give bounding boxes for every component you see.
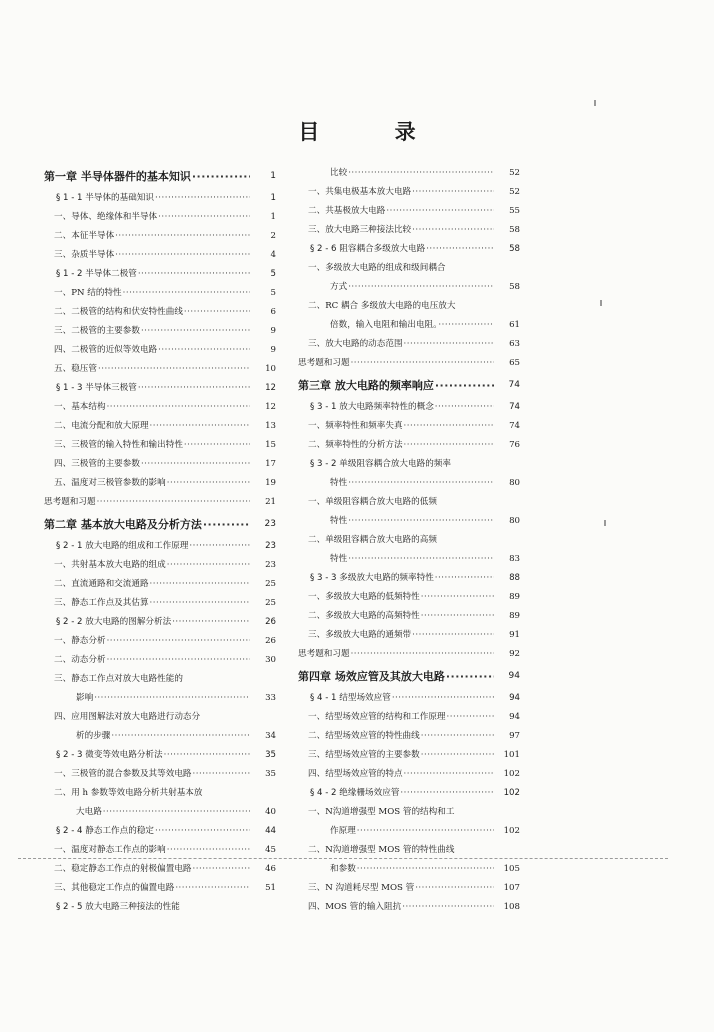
toc-item[interactable] [44, 670, 276, 689]
toc-chapter[interactable] [44, 512, 276, 537]
toc-entry-text: § 2 - 4 静态工作点的稳定 ····· [56, 822, 250, 841]
toc-entry-text: § 1 - 3 半导体三极管 ····· [56, 379, 250, 398]
toc-entry-text: 作原理 ····· [330, 822, 494, 841]
toc-page-number: 25 [252, 575, 276, 594]
toc-entry-text: § 2 - 6 阻容耦合多级放大电路 ····· [310, 240, 494, 259]
toc-cont[interactable] [298, 164, 520, 183]
toc-page-number: 1 [252, 208, 276, 227]
toc-entry-text: 比较 ····· [330, 164, 494, 183]
toc-section[interactable] [44, 613, 276, 632]
toc-plain[interactable] [298, 645, 520, 664]
toc-cont[interactable] [298, 550, 520, 569]
toc-entry-text: 一、结型场效应管的结构和工作原理 ····· [308, 708, 494, 727]
toc-cont[interactable] [298, 512, 520, 531]
toc-item[interactable] [298, 531, 520, 550]
toc-item[interactable] [44, 227, 276, 246]
toc-entry-text: 倍数，输入电阻和输出电阻。 ····· [330, 316, 494, 335]
toc-item[interactable] [44, 765, 276, 784]
toc-page-number: 1 [252, 164, 276, 189]
toc-entry-text: 三、杂质半导体 ····· [54, 246, 250, 265]
toc-entry-text: 二、直流通路和交流通路 ····· [54, 575, 250, 594]
toc-entry-text: 三、其他稳定工作点的偏置电路 ····· [54, 879, 250, 898]
toc-item[interactable] [298, 221, 520, 240]
toc-item[interactable] [298, 803, 520, 822]
toc-item[interactable] [298, 765, 520, 784]
toc-entry-text: 四、三极管的主要参数 ····· [54, 455, 250, 474]
toc-entry-text: 二、二极管的结构和伏安特性曲线 ····· [54, 303, 250, 322]
toc-cont[interactable] [298, 474, 520, 493]
toc-entry-text: 一、频率特性和频率失真 ····· [308, 417, 494, 436]
toc-plain[interactable] [298, 354, 520, 373]
toc-page-number: 63 [496, 335, 520, 354]
toc-entry-text: 析的步骤 ····· [76, 727, 250, 746]
toc-item[interactable] [298, 493, 520, 512]
toc-section[interactable] [44, 379, 276, 398]
toc-page-number: 23 [252, 537, 276, 556]
toc-entry-text: 一、单级阻容耦合放大电路的低频 [308, 497, 437, 507]
toc-entry-text: § 2 - 5 放大电路三种接法的性能 [56, 902, 180, 912]
scan-mark [594, 100, 596, 106]
toc-page-number: 58 [496, 221, 520, 240]
toc-section[interactable] [44, 537, 276, 556]
toc-item[interactable] [298, 183, 520, 202]
toc-entry-text: 三、三极管的输入特性和输出特性 ····· [54, 436, 250, 455]
toc-entry-text: 三、静态工作点对放大电路性能的 [54, 674, 183, 684]
toc-item[interactable] [298, 607, 520, 626]
toc-page-number: 80 [496, 512, 520, 531]
page-bottom-rule [18, 858, 668, 859]
toc-entry-text: § 4 - 2 绝缘栅场效应管 ····· [310, 784, 494, 803]
toc-item[interactable] [298, 626, 520, 645]
toc-page-number: 40 [252, 803, 276, 822]
toc-section[interactable] [298, 784, 520, 803]
toc-section[interactable] [44, 898, 276, 917]
toc-entry-text: 一、导体、绝缘体和半导体 ····· [54, 208, 250, 227]
toc-item[interactable] [44, 556, 276, 575]
toc-entry-text: 一、PN 结的特性 ····· [54, 284, 250, 303]
toc-cont[interactable] [298, 860, 520, 879]
toc-entry-text: 五、稳压管 ····· [54, 360, 250, 379]
toc-page-number: 55 [496, 202, 520, 221]
toc-entry-text: 四、应用图解法对放大电路进行动态分 [54, 712, 201, 722]
toc-cont[interactable] [298, 822, 520, 841]
toc-page-number: 15 [252, 436, 276, 455]
toc-entry-text: 二、动态分析 ····· [54, 651, 250, 670]
toc-entry-text: 第一章 半导体器件的基本知识 ····· [44, 164, 250, 189]
toc-entry-text: 特性 ····· [330, 550, 494, 569]
toc-entry-text: 三、多级放大电路的通频带 ····· [308, 626, 494, 645]
toc-page-number: 2 [252, 227, 276, 246]
scan-mark [600, 300, 602, 306]
toc-page-number: 102 [496, 765, 520, 784]
toc-cont[interactable] [44, 727, 276, 746]
toc-entry-text: 二、本征半导体 ····· [54, 227, 250, 246]
toc-page-number: 94 [496, 664, 520, 689]
toc-entry-text: § 3 - 2 单级阻容耦合放大电路的频率 [310, 459, 451, 469]
toc-page-number: 30 [252, 651, 276, 670]
toc-item[interactable] [44, 322, 276, 341]
toc-item[interactable] [298, 588, 520, 607]
toc-entry-text: 二、多级放大电路的高频特性 ····· [308, 607, 494, 626]
toc-page-number: 23 [252, 556, 276, 575]
toc-right-column [298, 164, 520, 917]
toc-page-number: 9 [252, 341, 276, 360]
toc-page-number: 4 [252, 246, 276, 265]
toc-page-number: 97 [496, 727, 520, 746]
toc-page-number: 12 [252, 398, 276, 417]
toc-entry-text: § 2 - 3 微变等效电路分析法 ····· [56, 746, 250, 765]
toc-item[interactable] [298, 297, 520, 316]
toc-page-number: 61 [496, 316, 520, 335]
toc-item[interactable] [44, 303, 276, 322]
toc-left-column [44, 164, 276, 917]
toc-entry-text: 二、稳定静态工作点的射极偏置电路 ····· [54, 860, 250, 879]
toc-item[interactable] [44, 708, 276, 727]
toc-cont[interactable] [298, 278, 520, 297]
toc-entry-text: 三、放大电路的动态范围 ····· [308, 335, 494, 354]
toc-item[interactable] [44, 208, 276, 227]
toc-entry-text: 第二章 基本放大电路及分析方法 ····· [44, 512, 250, 537]
toc-item[interactable] [44, 417, 276, 436]
toc-item[interactable] [298, 436, 520, 455]
toc-page-number: 34 [252, 727, 276, 746]
toc-entry-text: 三、N 沟道耗尽型 MOS 管 ····· [308, 879, 494, 898]
toc-page-number: 52 [496, 183, 520, 202]
toc-entry-text: § 2 - 1 放大电路的组成和工作原理 ····· [56, 537, 250, 556]
toc-page-number: 35 [252, 746, 276, 765]
toc-entry-text: 思考题和习题 ····· [44, 493, 250, 512]
toc-item[interactable] [44, 651, 276, 670]
toc-entry-text: 二、结型场效应管的特性曲线 ····· [308, 727, 494, 746]
toc-page-number: 35 [252, 765, 276, 784]
toc-entry-text: 五、温度对三极管参数的影响 ····· [54, 474, 250, 493]
toc-entry-text: 二、共基极放大电路 ····· [308, 202, 494, 221]
toc-page-number: 101 [496, 746, 520, 765]
toc-item[interactable] [298, 879, 520, 898]
toc-page-number: 107 [496, 879, 520, 898]
toc-page-number: 108 [496, 898, 520, 917]
toc-entry-text: 和参数 ····· [330, 860, 494, 879]
toc-item[interactable] [44, 594, 276, 613]
toc-page-number: 52 [496, 164, 520, 183]
toc-entry-text: 二、单级阻容耦合放大电路的高频 [308, 535, 437, 545]
toc-item[interactable] [298, 417, 520, 436]
toc-item[interactable] [298, 746, 520, 765]
toc-entry-text: 方式 ····· [330, 278, 494, 297]
toc-item[interactable] [298, 259, 520, 278]
toc-entry-text: 二、N沟道增强型 MOS 管的特性曲线 [308, 845, 455, 855]
toc-item[interactable] [44, 246, 276, 265]
toc-cont[interactable] [44, 689, 276, 708]
toc-entry-text: 一、多级放大电路的低频特性 ····· [308, 588, 494, 607]
toc-section[interactable] [44, 189, 276, 208]
toc-page-number: 89 [496, 607, 520, 626]
toc-chapter[interactable] [298, 373, 520, 398]
toc-item[interactable] [44, 860, 276, 879]
toc-page-number: 9 [252, 322, 276, 341]
toc-page-number: 17 [252, 455, 276, 474]
toc-page-number: 25 [252, 594, 276, 613]
toc-page-number: 21 [252, 493, 276, 512]
toc-entry-text: § 1 - 2 半导体二极管 ····· [56, 265, 250, 284]
toc-item[interactable] [44, 436, 276, 455]
toc-plain[interactable] [44, 493, 276, 512]
toc-item[interactable] [44, 784, 276, 803]
toc-page-number: 10 [252, 360, 276, 379]
toc-item[interactable] [44, 575, 276, 594]
toc-page-number: 51 [252, 879, 276, 898]
toc-entry-text: 特性 ····· [330, 474, 494, 493]
toc-entry-text: 一、基本结构 ····· [54, 398, 250, 417]
toc-page-number: 80 [496, 474, 520, 493]
toc-page-number: 102 [496, 822, 520, 841]
toc-entry-text: 影响 ····· [76, 689, 250, 708]
toc-entry-text: 四、二极管的近似等效电路 ····· [54, 341, 250, 360]
toc-section[interactable] [298, 569, 520, 588]
toc-page-number: 88 [496, 569, 520, 588]
toc-entry-text: 三、放大电路三种接法比较 ····· [308, 221, 494, 240]
toc-section[interactable] [298, 455, 520, 474]
toc-page-number: 74 [496, 398, 520, 417]
page-title: 目 录 [298, 120, 450, 144]
toc-entry-text: 一、温度对静态工作点的影响 ····· [54, 841, 250, 860]
toc-entry-text: § 1 - 1 半导体的基础知识 ····· [56, 189, 250, 208]
toc-page-number: 33 [252, 689, 276, 708]
toc-page-number: 76 [496, 436, 520, 455]
toc-chapter[interactable] [44, 164, 276, 189]
toc-entry-text: 一、共射基本放大电路的组成 ····· [54, 556, 250, 575]
toc-entry-text: 四、结型场效应管的特点 ····· [308, 765, 494, 784]
toc-page-number: 94 [496, 689, 520, 708]
toc-entry-text: § 4 - 1 结型场效应管 ····· [310, 689, 494, 708]
toc-item[interactable] [298, 335, 520, 354]
toc-cont[interactable] [298, 316, 520, 335]
toc-page-number: 26 [252, 632, 276, 651]
toc-entry-text: 一、共集电极基本放大电路 ····· [308, 183, 494, 202]
toc-entry-text: 四、MOS 管的输入阻抗 ····· [308, 898, 494, 917]
toc-item[interactable] [44, 474, 276, 493]
toc-entry-text: § 3 - 1 放大电路频率特性的概念 ····· [310, 398, 494, 417]
toc-cont[interactable] [44, 803, 276, 822]
toc-page-number: 92 [496, 645, 520, 664]
toc-entry-text: 特性 ····· [330, 512, 494, 531]
toc-page-number: 1 [252, 189, 276, 208]
toc-section[interactable] [298, 689, 520, 708]
toc-page-number: 5 [252, 284, 276, 303]
toc-entry-text: 一、三极管的混合参数及其等效电路 ····· [54, 765, 250, 784]
scan-mark [604, 520, 606, 526]
toc-item[interactable] [44, 879, 276, 898]
toc-section[interactable] [44, 265, 276, 284]
toc-entry-text: § 3 - 3 多级放大电路的频率特性 ····· [310, 569, 494, 588]
toc-entry-text: 思考题和习题 ····· [298, 645, 494, 664]
toc-item[interactable] [298, 202, 520, 221]
toc-entry-text: 第四章 场效应管及其放大电路 ····· [298, 664, 494, 689]
toc-page-number: 19 [252, 474, 276, 493]
toc-section[interactable] [298, 240, 520, 259]
toc-entry-text: 二、用 h 参数等效电路分析共射基本放 [54, 788, 203, 798]
toc-page-number: 45 [252, 841, 276, 860]
toc-entry-text: § 2 - 2 放大电路的图解分析法 ····· [56, 613, 250, 632]
toc-item[interactable] [298, 708, 520, 727]
toc-page-number: 74 [496, 417, 520, 436]
toc-page-number: 23 [252, 512, 276, 537]
toc-item[interactable] [44, 341, 276, 360]
toc-page-number: 91 [496, 626, 520, 645]
toc-page-number: 58 [496, 278, 520, 297]
toc-page-number: 74 [496, 373, 520, 398]
toc-item[interactable] [44, 398, 276, 417]
toc-page-number: 102 [496, 784, 520, 803]
toc-page-number: 6 [252, 303, 276, 322]
toc-entry-text: 二、RC 耦合 多级放大电路的电压放大 [308, 301, 456, 311]
toc-page-number: 105 [496, 860, 520, 879]
toc-section[interactable] [44, 822, 276, 841]
toc-section[interactable] [44, 746, 276, 765]
toc-item[interactable] [44, 360, 276, 379]
toc-item[interactable] [44, 284, 276, 303]
toc-entry-text: 大电路 ····· [76, 803, 250, 822]
toc-item[interactable] [44, 455, 276, 474]
toc-entry-text: 二、频率特性的分析方法 ····· [308, 436, 494, 455]
toc-page-number: 26 [252, 613, 276, 632]
toc-entry-text: 第三章 放大电路的频率响应 ····· [298, 373, 494, 398]
toc-item[interactable] [298, 898, 520, 917]
toc-entry-text: 三、二极管的主要参数 ····· [54, 322, 250, 341]
toc-entry-text: 三、静态工作点及其估算 ····· [54, 594, 250, 613]
toc-page-number: 13 [252, 417, 276, 436]
toc-item[interactable] [44, 632, 276, 651]
toc-page-number: 94 [496, 708, 520, 727]
toc-page-number: 58 [496, 240, 520, 259]
toc-page-number: 65 [496, 354, 520, 373]
toc-page-number: 46 [252, 860, 276, 879]
toc-entry-text: 一、静态分析 ····· [54, 632, 250, 651]
toc-page-number: 83 [496, 550, 520, 569]
toc-page-number: 44 [252, 822, 276, 841]
toc-entry-text: 三、结型场效应管的主要参数 ····· [308, 746, 494, 765]
toc-page-number: 12 [252, 379, 276, 398]
toc-chapter[interactable] [298, 664, 520, 689]
toc-item[interactable] [298, 727, 520, 746]
toc-entry-text: 思考题和习题 ····· [298, 354, 494, 373]
toc-entry-text: 一、N沟道增强型 MOS 管的结构和工 [308, 807, 455, 817]
toc-page-number: 89 [496, 588, 520, 607]
toc-section[interactable] [298, 398, 520, 417]
toc-page-number: 5 [252, 265, 276, 284]
toc-entry-text: 二、电流分配和放大原理 ····· [54, 417, 250, 436]
toc-entry-text: 一、多级放大电路的组成和级间耦合 [308, 263, 446, 273]
